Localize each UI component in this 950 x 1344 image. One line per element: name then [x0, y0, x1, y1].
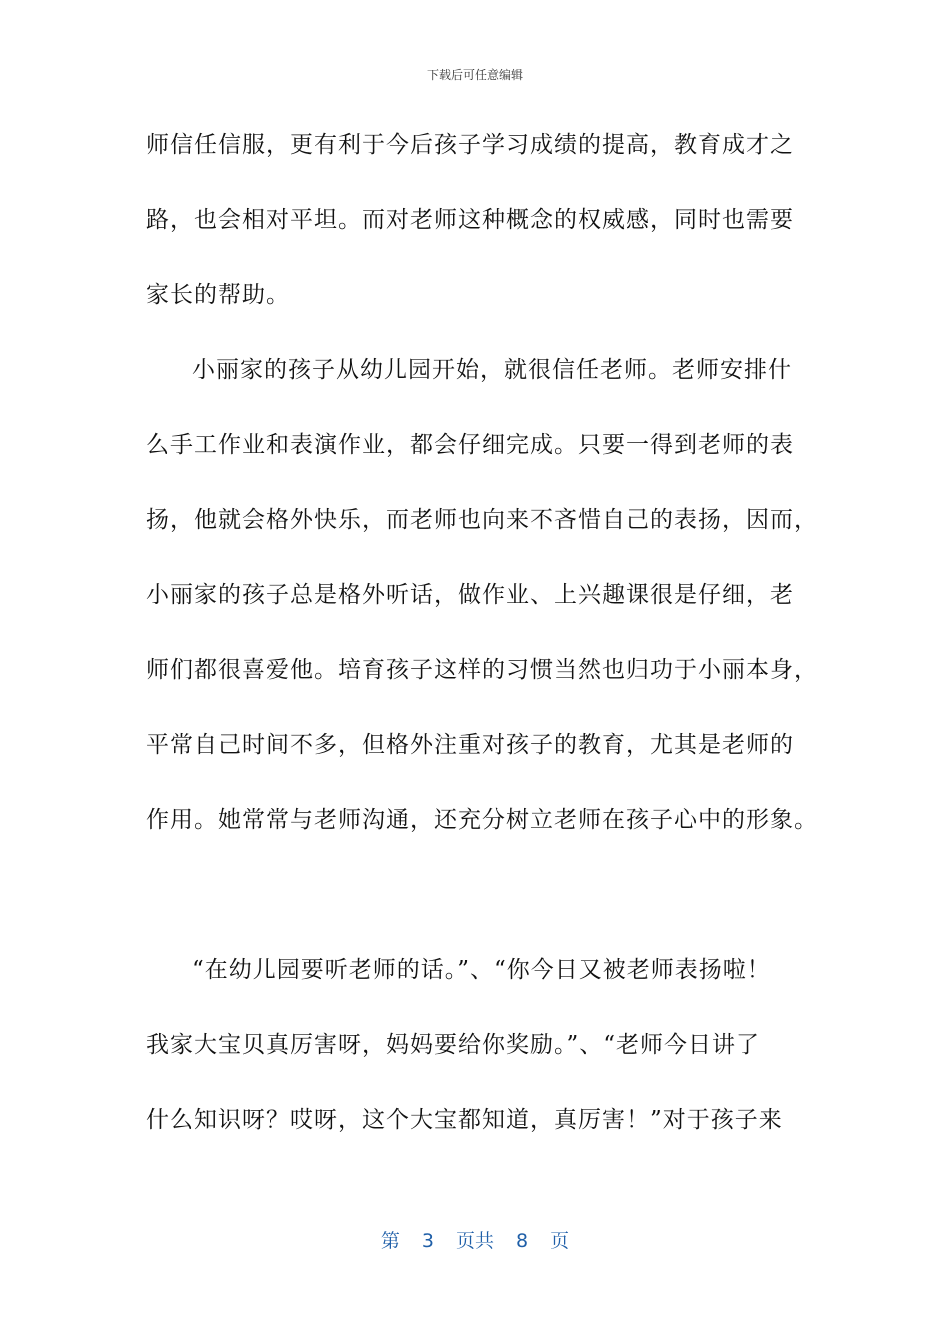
footer-middle: 页共 [455, 1230, 494, 1252]
text-line: 小丽家的孩子总是格外听话，做作业、上兴趣课很是仔细，老 [146, 582, 794, 608]
text-line: 路，也会相对平坦。而对老师这种概念的权威感，同时也需要 [146, 207, 794, 233]
download-note: 下载后可任意编辑 [426, 68, 523, 82]
text-line: 扬，他就会格外快乐，而老师也向来不吝惜自己的表扬，因而， [146, 507, 818, 533]
text-line: 平常自己时间不多，但格外注重对孩子的教育，尤其是老师的 [146, 732, 794, 758]
text-line: 我家大宝贝真厉害呀，妈妈要给你奖励。”、“老师今日讲了 [146, 1032, 761, 1058]
text-line: 小丽家的孩子从幼儿园开始，就很信任老师。老师安排什 [192, 357, 792, 383]
text-line: 作用。她常常与老师沟通，还充分树立老师在孩子心中的形象。 [146, 807, 818, 833]
text-line: “在幼儿园要听老师的话。”、“你今日又被老师表扬啦！ [192, 957, 771, 983]
text-line: 师们都很喜爱他。培育孩子这样的习惯当然也归功于小丽本身， [146, 657, 818, 683]
total-page-number: 8 [516, 1230, 529, 1252]
footer-prefix: 第 [380, 1230, 400, 1252]
text-line: 什么知识呀？哎呀，这个大宝都知道，真厉害！”对于孩子来 [146, 1107, 783, 1133]
text-line: 么手工作业和表演作业，都会仔细完成。只要一得到老师的表 [146, 432, 794, 458]
text-line: 师信任信服，更有利于今后孩子学习成绩的提高，教育成才之 [146, 132, 794, 158]
footer-suffix: 页 [550, 1230, 570, 1252]
text-line: 家长的帮助。 [146, 282, 290, 308]
page-footer [0, 1226, 950, 1253]
current-page-number: 3 [421, 1230, 434, 1252]
